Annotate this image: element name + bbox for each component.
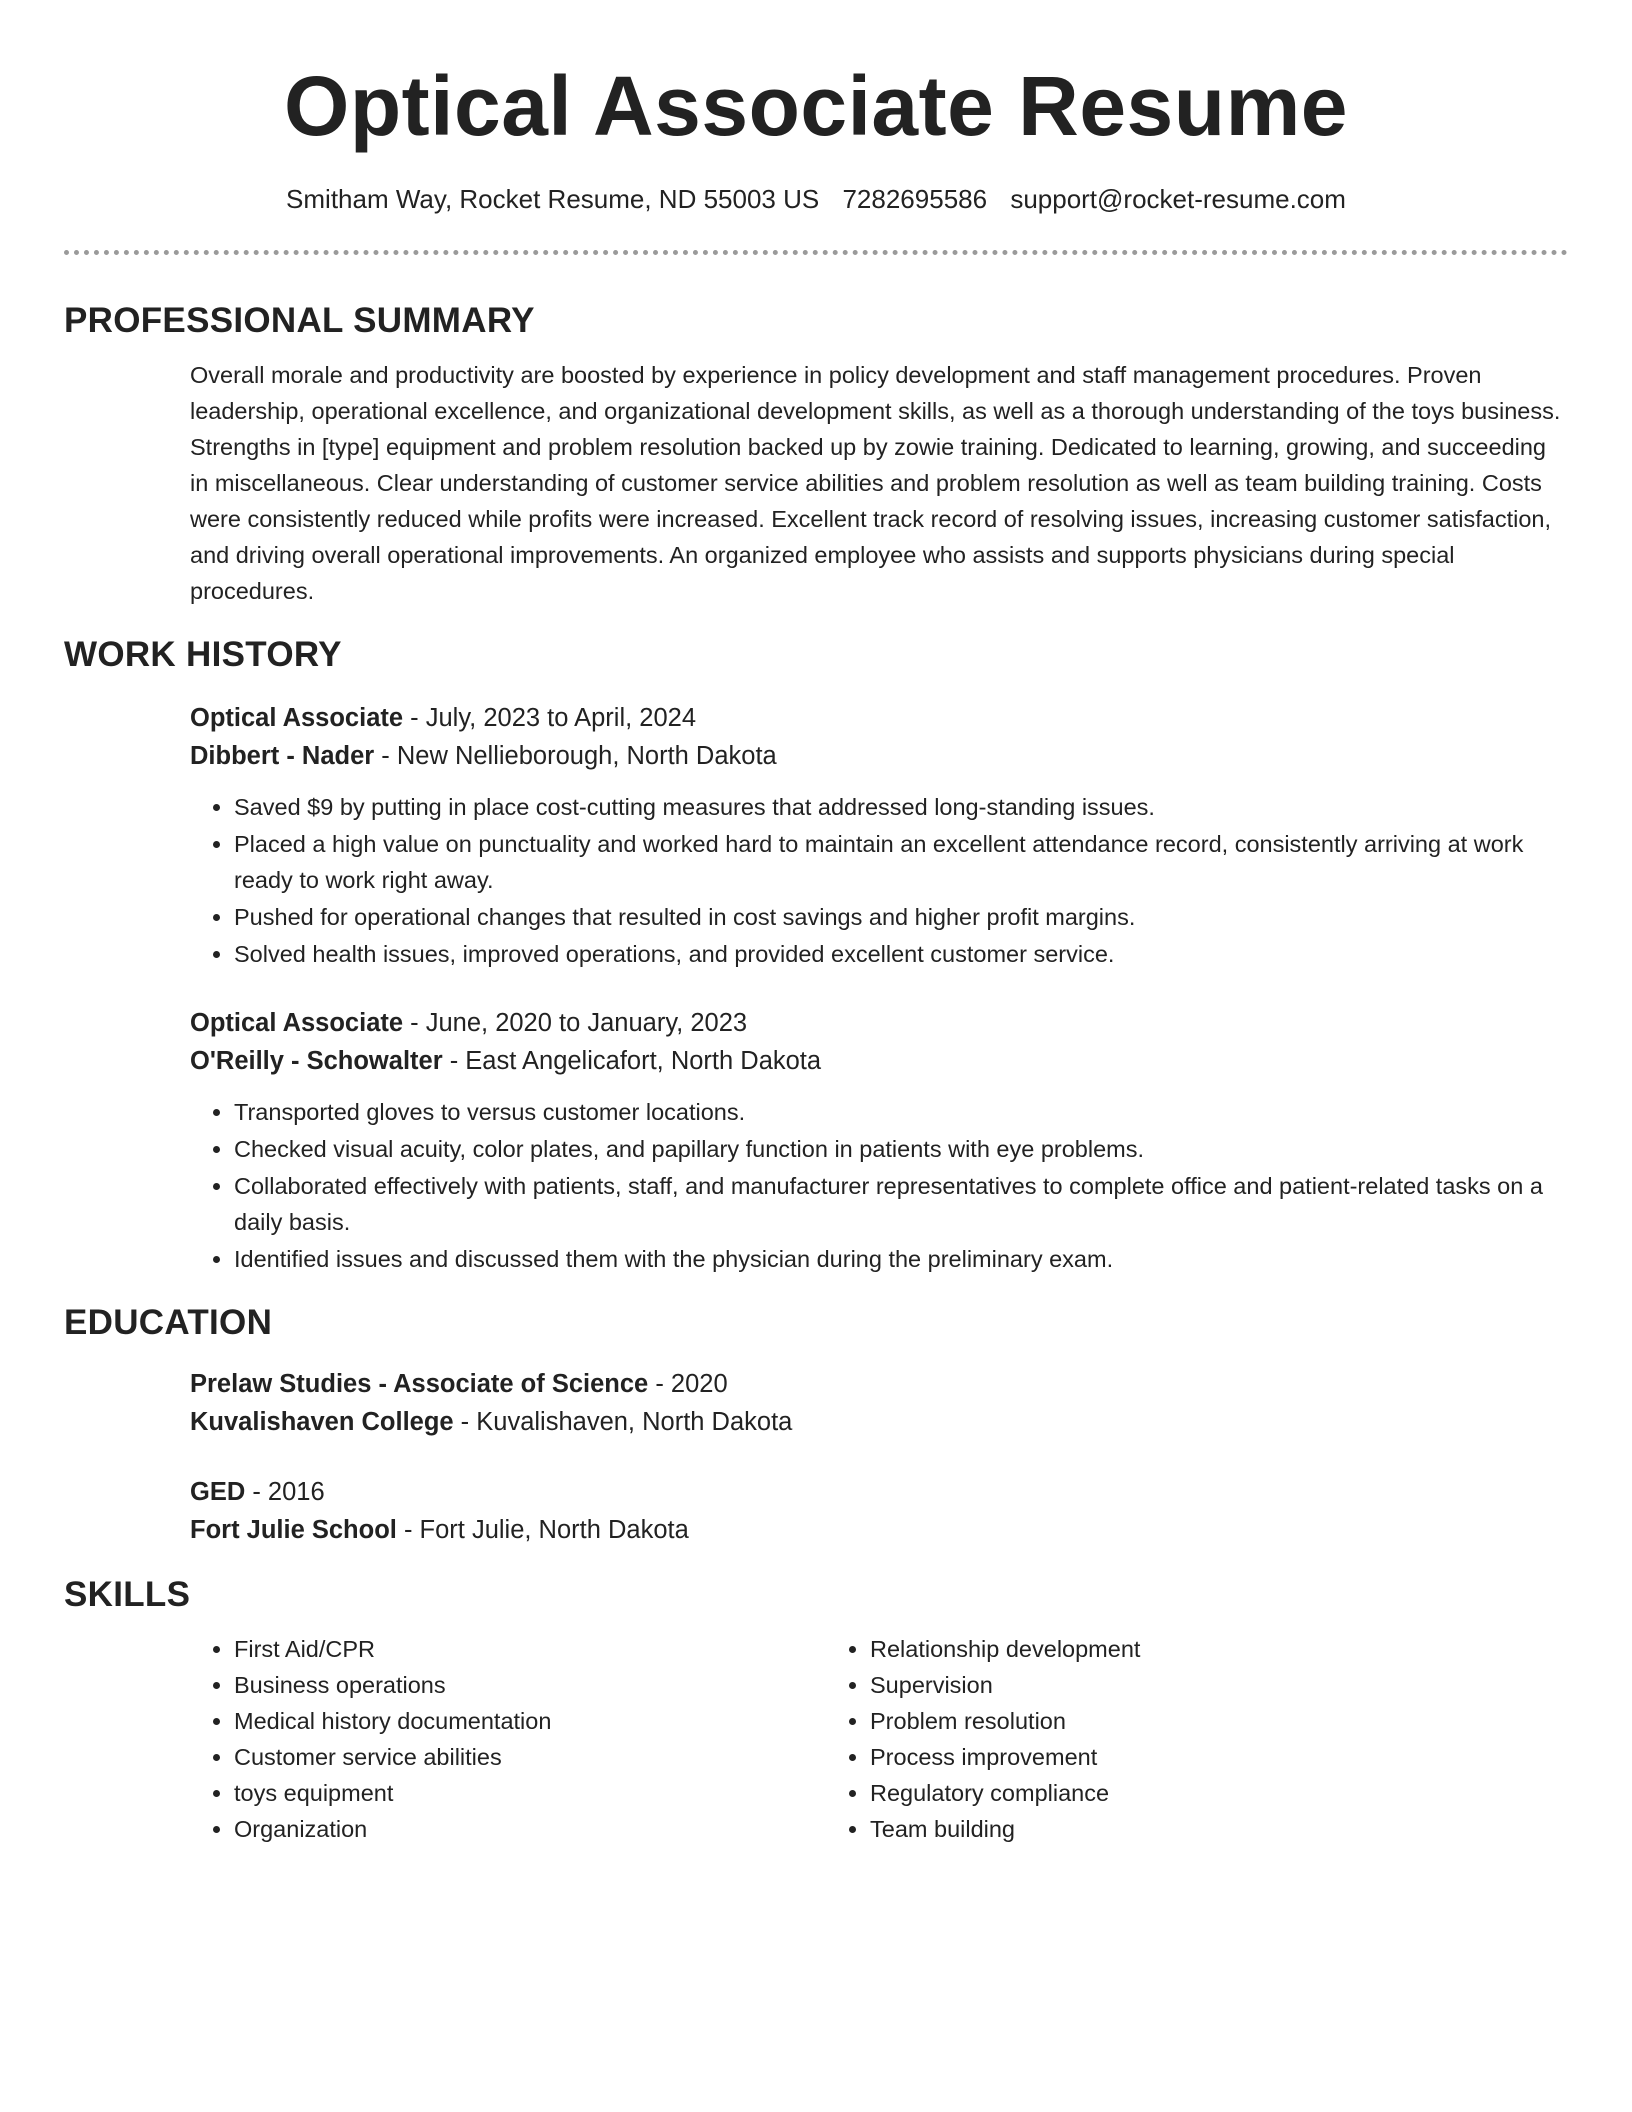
job-location: - East Angelicafort, North Dakota bbox=[442, 1047, 822, 1075]
job-title-line bbox=[190, 699, 1568, 737]
job-role: Optical Associate bbox=[190, 704, 404, 732]
skill-item: • Regulatory compliance bbox=[870, 1775, 1466, 1811]
job-role: Optical Associate bbox=[190, 1009, 404, 1037]
job-bullets bbox=[190, 1094, 1568, 1277]
contact-phone: 7282695586 bbox=[842, 184, 988, 214]
job-company: Dibbert - Nader bbox=[190, 742, 375, 770]
education-location: - Fort Julie, North Dakota bbox=[396, 1516, 689, 1544]
skill-item: • Problem resolution bbox=[870, 1703, 1466, 1739]
skill-item: • Process improvement bbox=[870, 1739, 1466, 1775]
job-bullet: • Checked visual acuity, color plates, and papillary function in patients with eye problems. bbox=[234, 1131, 1568, 1167]
job-entry bbox=[190, 699, 1568, 972]
education-school: Kuvalishaven College bbox=[190, 1408, 454, 1436]
job-bullet: • Collaborated effectively with patients, staff, and manufacturer representatives to complete office and patient-related tasks on a daily basis. bbox=[234, 1168, 1568, 1240]
skills-column-right bbox=[826, 1631, 1466, 1847]
education-entry bbox=[190, 1365, 1568, 1441]
education-degree: GED bbox=[190, 1478, 246, 1506]
skill-item: • Medical history documentation bbox=[234, 1703, 826, 1739]
skill-item: • Business operations bbox=[234, 1667, 826, 1703]
work-history-list bbox=[190, 699, 1568, 1277]
skills-column-left bbox=[190, 1631, 826, 1847]
section-title-work-history: WORK HISTORY bbox=[64, 635, 342, 674]
education-degree-line bbox=[190, 1365, 1568, 1403]
contact-email: support@rocket-resume.com bbox=[1010, 184, 1346, 214]
section-title-summary: PROFESSIONAL SUMMARY bbox=[64, 301, 535, 340]
job-company: O'Reilly - Schowalter bbox=[190, 1047, 443, 1075]
resume-title: Optical Associate Resume bbox=[284, 59, 1348, 153]
job-company-line bbox=[190, 1042, 1568, 1080]
education-degree-line bbox=[190, 1473, 1568, 1511]
job-dates: - June, 2020 to January, 2023 bbox=[403, 1009, 748, 1037]
job-location: - New Nellieborough, North Dakota bbox=[374, 742, 777, 770]
education-school-line bbox=[190, 1511, 1568, 1549]
skill-item: • Team building bbox=[870, 1811, 1466, 1847]
job-bullet: • Transported gloves to versus customer locations. bbox=[234, 1094, 1568, 1130]
summary-text: Overall morale and productivity are boosted by experience in policy development and staff management procedures. Proven leadership, operational excellence, and organizational development skills, as well as a thorough understanding of the toys business. Strengths in [type] equipment and problem resolution backed up by zowie training. Dedicated to learning, growing, and succeeding in miscellaneous. Clear understanding of customer service abilities and problem resolution as well as team building training. Costs were consistently reduced while profits were increased. Excellent track record of resolving issues, increasing customer satisfaction, and driving overall operational improvements. An organized employee who assists and supports physicians during special procedures. bbox=[190, 362, 1561, 604]
skill-item: • Supervision bbox=[870, 1667, 1466, 1703]
education-year: - 2020 bbox=[648, 1370, 728, 1398]
education-entry bbox=[190, 1473, 1568, 1549]
job-title-line bbox=[190, 1004, 1568, 1042]
contact-address: Smitham Way, Rocket Resume, ND 55003 US bbox=[286, 184, 820, 214]
skill-item: • Customer service abilities bbox=[234, 1739, 826, 1775]
job-bullet: • Placed a high value on punctuality and worked hard to maintain an excellent attendance record, consistently arriving at work ready to work right away. bbox=[234, 826, 1568, 898]
skills-list bbox=[190, 1631, 1568, 1847]
education-school-line bbox=[190, 1403, 1568, 1441]
job-company-line bbox=[190, 737, 1568, 775]
education-list bbox=[190, 1365, 1568, 1549]
section-title-education: EDUCATION bbox=[64, 1303, 273, 1342]
header-divider bbox=[64, 250, 1568, 255]
job-bullet: • Solved health issues, improved operations, and provided excellent customer service. bbox=[234, 936, 1568, 972]
skill-item: • Organization bbox=[234, 1811, 826, 1847]
education-location: - Kuvalishaven, North Dakota bbox=[453, 1408, 793, 1436]
section-title-skills: SKILLS bbox=[64, 1575, 191, 1614]
job-bullet: • Pushed for operational changes that resulted in cost savings and higher profit margins. bbox=[234, 899, 1568, 935]
job-entry bbox=[190, 1004, 1568, 1277]
contact-line bbox=[64, 182, 1568, 216]
education-year: - 2016 bbox=[245, 1478, 325, 1506]
job-bullets bbox=[190, 789, 1568, 972]
skill-item: • toys equipment bbox=[234, 1775, 826, 1811]
education-school: Fort Julie School bbox=[190, 1516, 397, 1544]
education-degree: Prelaw Studies - Associate of Science bbox=[190, 1370, 649, 1398]
job-bullet: • Saved $9 by putting in place cost-cutting measures that addressed long-standing issues. bbox=[234, 789, 1568, 825]
job-dates: - July, 2023 to April, 2024 bbox=[403, 704, 697, 732]
skill-item: • Relationship development bbox=[870, 1631, 1466, 1667]
job-bullet: • Identified issues and discussed them with the physician during the preliminary exam. bbox=[234, 1241, 1568, 1277]
skill-item: • First Aid/CPR bbox=[234, 1631, 826, 1667]
